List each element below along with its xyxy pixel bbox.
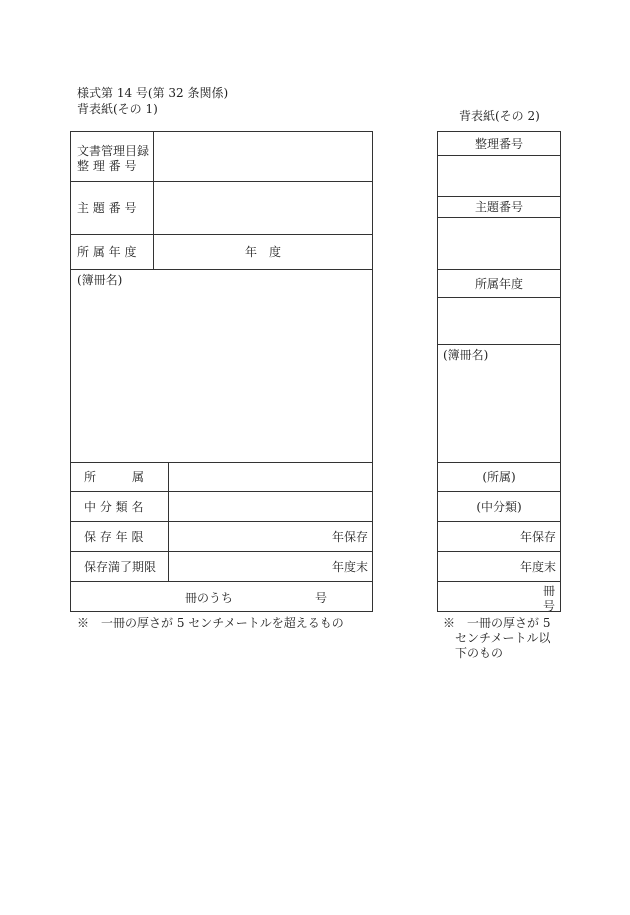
- catalog-label: 文書管理目録: [77, 144, 150, 158]
- retention-label: 保 存 年 限: [84, 529, 144, 544]
- divider: [70, 581, 373, 582]
- fiscal-year-unit: 年 度: [244, 245, 281, 259]
- catalog-number-label: 整 理 番 号: [77, 159, 137, 173]
- form2-title: 背表紙(その 2): [459, 109, 540, 123]
- expiry-unit: 年度末: [331, 559, 368, 574]
- volume-name-label: (簿冊名): [77, 273, 123, 287]
- subcategory-label: (中分類): [476, 499, 522, 514]
- fiscal-year-label: 所 属 年 度: [77, 245, 137, 259]
- thickness-note-line-3: 下のもの: [455, 646, 504, 660]
- affiliation-label: 所 属: [84, 470, 145, 484]
- affiliation-label: (所属): [482, 470, 516, 484]
- volume-unit: 冊: [543, 584, 556, 598]
- subject-number-label: 主題番号: [474, 200, 523, 214]
- thickness-note-line-2: センチメートル以: [455, 631, 551, 645]
- number-unit: 号: [315, 591, 328, 605]
- divider: [70, 269, 373, 270]
- retention-unit: 年保存: [331, 529, 368, 544]
- number-unit: 号: [543, 599, 556, 613]
- retention-unit: 年保存: [519, 529, 556, 544]
- volume-of-label: 冊のうち: [185, 591, 234, 605]
- thickness-note-line-1: ※ 一冊の厚さが 5: [443, 616, 551, 630]
- divider: [437, 155, 561, 156]
- form-number: 様式第 14 号(第 32 条関係): [77, 86, 229, 100]
- subject-number-label: 主 題 番 号: [77, 201, 137, 215]
- catalog-label: 整理番号: [474, 136, 523, 151]
- expiry-label: 保存満了期限: [84, 559, 157, 574]
- form1-title: 背表紙(その 1): [77, 102, 158, 116]
- expiry-unit: 年度末: [519, 559, 556, 574]
- divider: [437, 344, 561, 345]
- thickness-note: ※ 一冊の厚さが 5 センチメートルを超えるもの: [77, 616, 344, 630]
- divider: [437, 297, 561, 298]
- fiscal-year-label: 所属年度: [474, 276, 523, 291]
- divider: [437, 217, 561, 218]
- subcategory-label: 中 分 類 名: [84, 499, 144, 514]
- volume-name-label: (簿冊名): [443, 348, 489, 362]
